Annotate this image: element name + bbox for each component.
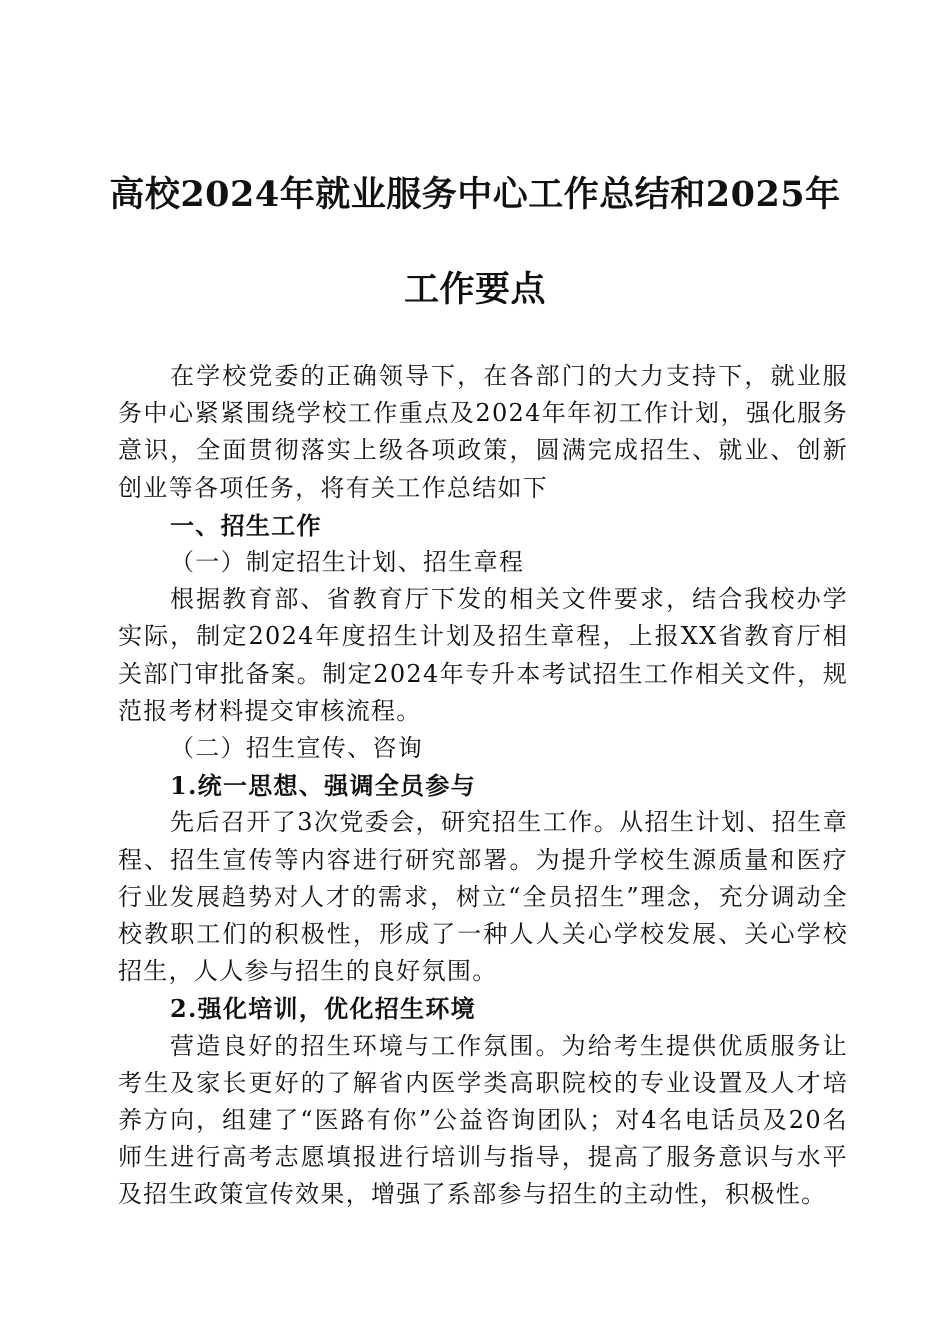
section-heading-recruitment: 一、招生工作 — [170, 510, 322, 540]
intro-paragraph: 在学校党委的正确领导下，在各部门的大力支持下，就业服务中心紧紧围绕学校工作重点及2024年年初工作计划，强化服务意识，全面贯彻落实上级各项政策，圆满完成招生、就业、创新创业等各项任务，将有关工作总结如下 — [118, 362, 848, 502]
plan-paragraph: 根据教育部、省教育厅下发的相关文件要求，结合我校办学实际，制定2024年度招生计划及招生章程，上报XX省教育厅相关部门审批备案。制定2024年专升本考试招生工作相关文件，规范报考材料提交审核流程。 — [118, 585, 848, 725]
unify-thinking-paragraph: 先后召开了3次党委会，研究招生工作。从招生计划、招生章程、招生宣传等内容进行研究部署。为提升学校生源质量和医疗行业发展趋势对人才的需求，树立“全员招生”理念，充分调动全校教职工们的积极性，形成了一种人人关心学校发展、关心学校招生，人人参与招生的良好氛围。 — [118, 808, 848, 986]
document-title-line-2: 工作要点 — [403, 269, 546, 310]
document-body — [118, 358, 848, 1214]
subsection-heading-publicity: （二）招生宣传、咨询 — [170, 734, 423, 763]
training-paragraph: 营造良好的招生环境与工作氛围。为给考生提供优质服务让考生及家长更好的了解省内医学类高职院校的专业设置及人才培养方向，组建了“医路有你”公益咨询团队；对4名电话员及20名师生进行高考志愿填报进行培训与指导，提高了服务意识与水平及招生政策宣传效果，增强了系部参与招生的主动性，积极性。 — [118, 1031, 848, 1209]
item-heading-unify-thinking: 1.统一思想、强调全员参与 — [170, 771, 476, 801]
item-heading-training: 2.强化培训，优化招生环境 — [170, 994, 476, 1024]
subsection-heading-plan: （一）制定招生计划、招生章程 — [170, 548, 525, 577]
document-title-line-1: 高校2024年就业服务中心工作总结和2025年 — [109, 174, 841, 215]
